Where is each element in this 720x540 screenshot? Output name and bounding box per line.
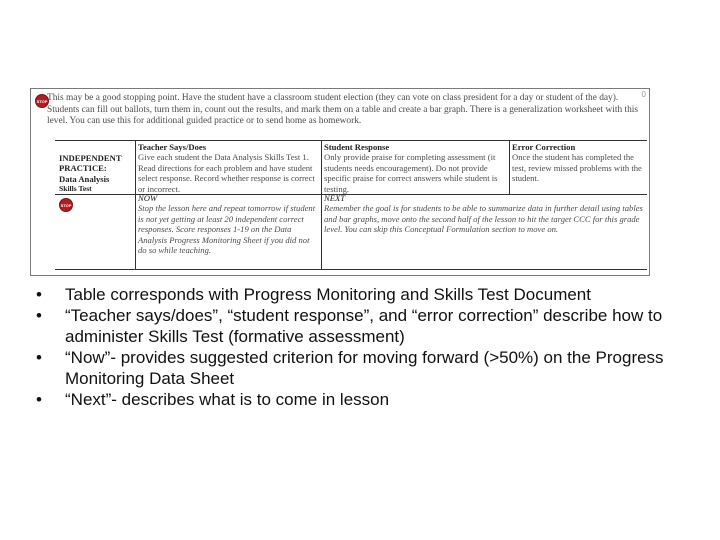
practice-label — [59, 153, 135, 195]
list-item — [36, 305, 700, 347]
next-cell — [324, 193, 646, 235]
stop-sign-label: STOP — [60, 202, 72, 208]
document-screenshot — [30, 88, 650, 276]
teacher-text: Give each student the Data Analysis Skills Test 1. Read directions for each problem and have student select response. Record whether response is correct or incorrect. — [138, 152, 315, 194]
bullet-text: “Teacher says/does”, “student response”, and “error correction” describe how to administer Skills Test (formative assessment) — [65, 306, 663, 346]
practice-label-line3: Data Analysis — [59, 173, 110, 184]
error-cell — [512, 142, 646, 184]
teacher-header: Teacher Says/Does — [138, 142, 207, 152]
next-header: NEXT — [324, 193, 346, 203]
bullet-text: “Now”- provides suggested criterion for moving forward (>50%) on the Progress Monitoring Data Sheet — [65, 348, 664, 388]
now-cell — [138, 193, 320, 255]
bullet-list — [36, 284, 700, 410]
bullet-icon: • — [36, 285, 42, 304]
error-header: Error Correction — [512, 142, 576, 152]
intro-paragraph: This may be a good stopping point. Have the student have a classroom student election (they can vote on class president for a day or student of the day). Students can fill out ballots, turn them in, count out the results, and mark them on a table and create a bar graph. There is a generalization worksheet with this level. You can use this for additional guided practice or to send home as homework. — [47, 93, 639, 127]
list-item — [36, 347, 700, 389]
bullet-icon: • — [36, 306, 42, 325]
teacher-cell — [138, 142, 320, 194]
now-text: Stop the lesson here and repeat tomorrow if student is not yet getting at least 20 independent correct responses. Score responses 1-19 on the Data Analysis Progress Monitoring Sheet if you did not do so while teaching. — [138, 203, 316, 256]
stop-sign-label: STOP — [36, 98, 48, 104]
student-header: Student Response — [324, 142, 390, 152]
corner-mark: 0 — [641, 90, 646, 99]
error-text: Once the student has completed the test, review missed problems with the student. — [512, 152, 642, 184]
student-text: Only provide praise for completing assessment (it students needs encouragement). Do not provide specific praise for correct answers while student is testing. — [324, 152, 498, 194]
list-item — [36, 284, 700, 305]
stop-sign-icon — [59, 198, 73, 212]
next-text: Remember the goal is for students to be able to summarize data in further detail using tables and bar graphs, move onto the second half of the lesson to hit the target CCC for this grade level. You can skip this Conceptual Formulation section to move on. — [324, 203, 643, 235]
practice-label-line4: Skills Test — [59, 184, 92, 194]
practice-label-line1: INDEPENDENT — [59, 153, 122, 163]
now-header: NOW — [138, 193, 158, 203]
bullet-text: “Next”- describes what is to come in lesson — [65, 390, 390, 409]
list-item — [36, 389, 700, 410]
table-row-practice — [55, 140, 647, 195]
student-cell — [324, 142, 508, 194]
bullet-icon: • — [36, 348, 42, 367]
bullet-icon: • — [36, 390, 42, 409]
bullet-text: Table corresponds with Progress Monitoring and Skills Test Document — [65, 285, 591, 304]
table-row-now-next — [55, 193, 647, 270]
practice-label-line2: PRACTICE: — [59, 163, 107, 174]
